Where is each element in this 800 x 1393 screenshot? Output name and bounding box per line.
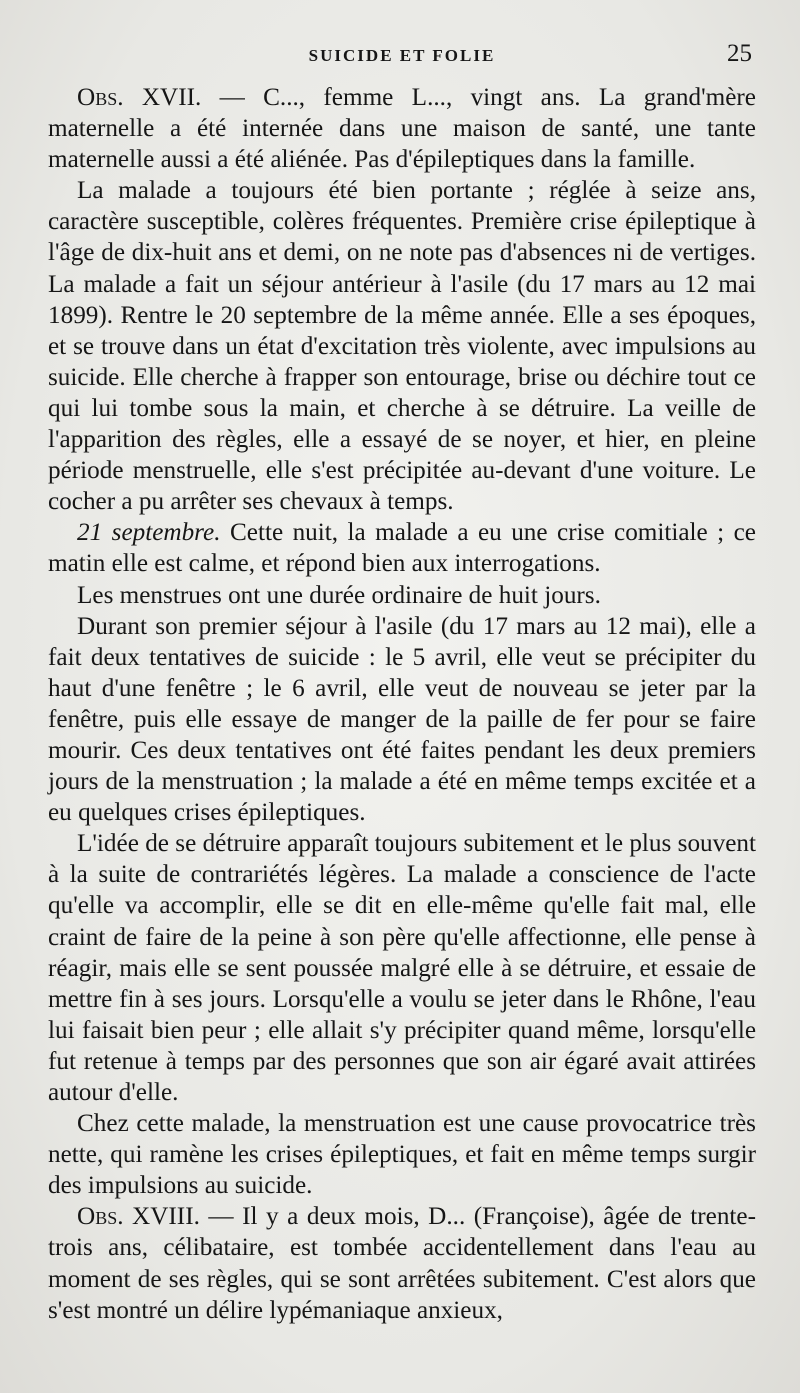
paragraph-text: — Il y a deux mois, D... (Françoise), âgée de trente-trois ans, célibataire, est tombée accidentellement dans l'eau au moment de ses règles, qui se sont arrêtées subitement. C'est alors que s'est montré un délire lypémaniaque anxieux, xyxy=(48,1203,756,1324)
entry-date: 21 septembre. xyxy=(77,519,221,547)
paragraph: Les menstrues ont une durée ordinaire de huit jours. xyxy=(77,581,601,609)
observation-xviii-intro xyxy=(48,1201,756,1325)
paragraph-text: Cette nuit, la malade a eu une crise comitiale ; ce matin elle est calme, et répond bien aux interrogations. xyxy=(48,519,756,578)
paragraph: Chez cette malade, la menstruation est une cause provocatrice très nette, qui ramène les crises épileptiques, et fait en même temps surgir des impulsions au suicide. xyxy=(48,1110,756,1200)
dated-entry xyxy=(48,517,756,579)
observation-xvii-intro xyxy=(48,82,756,175)
observation-label: Obs. XVII. xyxy=(77,84,202,111)
page-number: 25 xyxy=(727,40,752,67)
observation-label: Obs. XVIII. xyxy=(77,1203,200,1231)
paragraph: Durant son premier séjour à l'asile (du 17 mars au 12 mai), elle a fait deux tentatives de suicide : le 5 avril, elle veut se précipiter du haut d'une fenêtre ; le 6 avril, elle veut de nouveau se jeter par la fenêtre, puis elle essaye de manger de la paille de fer pour se faire mourir. Ces deux tentatives ont été faites pendant les deux premiers jours de la menstruation ; la malade a été en même temps excitée et a eu quelques crises épileptiques. xyxy=(48,612,756,827)
paragraph: La malade a toujours été bien portante ; réglée à seize ans, caractère susceptible, colères fréquentes. Première crise épileptique à l'âge de dix-huit ans et demi, on ne note pas d'absences ni de vertiges. La malade a fait un séjour antérieur à l'asile (du 17 mars au 12 mai 1899). Rentre le 20 septembre de la même année. Elle a ses époques, et se trouve dans un état d'excitation très violente, avec impulsions au suicide. Elle cherche à frapper son entourage, brise ou déchire tout ce qui lui tombe sous la main, et cherche à se détruire. La veille de l'apparition des règles, elle a essayé de se noyer, et hier, en pleine période menstruelle, elle s'est précipitée au-devant d'une voiture. Le cocher a pu arrêter ses chevaux à temps. xyxy=(48,177,756,516)
paragraph: L'idée de se détruire apparaît toujours subitement et le plus souvent à la suite de contrariétés légères. La malade a conscience de l'acte qu'elle va accomplir, elle se dit en elle-même qu'elle fait mal, elle craint de faire de la peine à son père qu'elle affectionne, elle pense à réagir, mais elle se sent poussée malgré elle à se détruire, et essaie de mettre fin à ses jours. Lorsqu'elle a voulu se jeter dans le Rhône, l'eau lui faisait bien peur ; elle allait s'y précipiter quand même, lorsqu'elle fut retenue à temps par des personnes que son air égaré avait attirées autour d'elle. xyxy=(48,830,756,1106)
running-title: SUICIDE ET FOLIE xyxy=(308,46,496,65)
paragraph-text: — C..., femme L..., vingt ans. La grand'mère maternelle a été internée dans une maison de santé, une tante maternelle aussi a été aliénée. Pas d'épileptiques dans la famille. xyxy=(48,84,756,174)
running-head xyxy=(48,40,756,82)
body-text xyxy=(48,82,756,1326)
